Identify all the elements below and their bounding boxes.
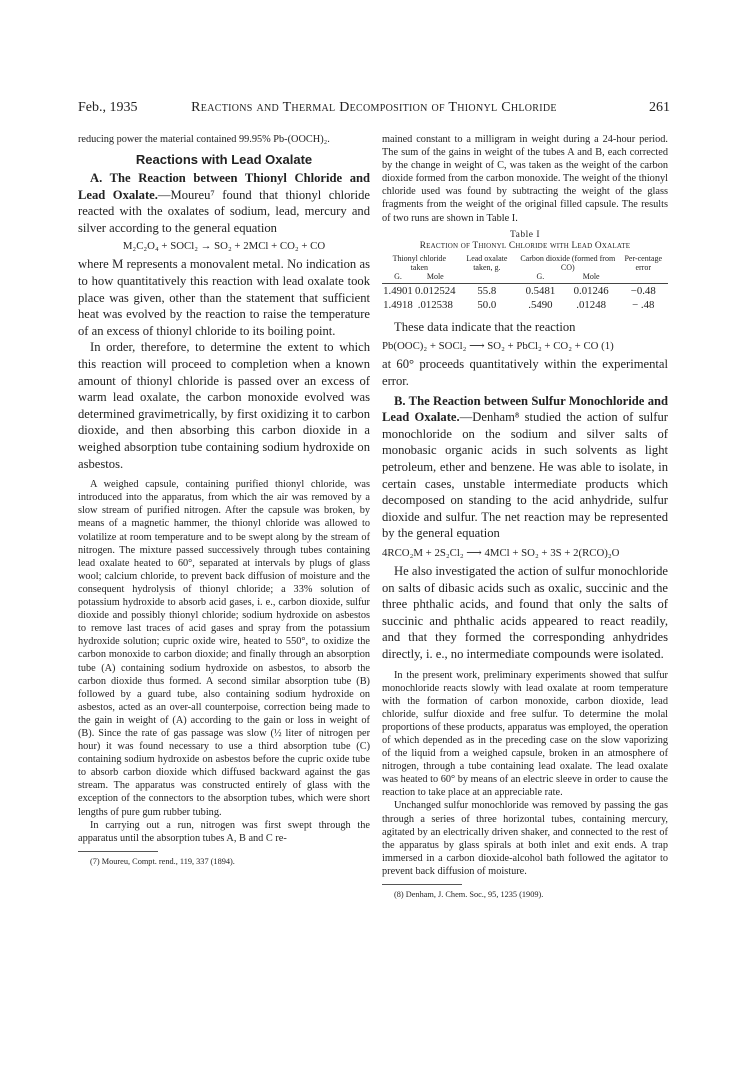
subsection-a-paragraph <box>78 170 370 236</box>
right-column <box>382 133 668 900</box>
table-cell: 0.5481 <box>525 284 556 297</box>
table-unit-cell: Mole <box>414 272 457 284</box>
table-header-row <box>382 254 668 272</box>
table-unit-cell: Mole <box>564 272 619 284</box>
equation-general-oxalate: M₂C₂O₄ + SOCl₂ → SO₂ + 2MCl + CO₂ + CO <box>122 240 326 253</box>
table-cell: 0.01246 <box>573 284 609 297</box>
subsection-b-title: B. The Reaction between Sulfur Monochloride and Lead Oxalate. <box>382 393 668 425</box>
table-units-row <box>382 272 668 284</box>
paragraph-method: In order, therefore, to determine the extent to which this reaction will proceed to completion when a known amount of thionyl chloride is passed over an excess of warm lead oxalate, the carbon monoxide evolved was determined gravimetrically, by first oxidizing it to carbon dioxide, and then absorbing this carbon dioxide in a weighed absorption tube containing sodium hydroxide on asbestos. <box>78 340 370 471</box>
table-row <box>382 283 668 298</box>
left-column <box>78 133 370 867</box>
footnote-rule <box>382 884 462 885</box>
paragraph-unchanged-monochloride: Unchanged sulfur monochloride was removed by passing the gas through a series of three horizontal tubes, containing mercury, agitated by an electrically driven shaker, and connected to the rest of the apparatus by glass spirals at both inlet and exit ends. A trap immersed in a carbon dioxide-alcohol bath followed the agitator to prevent back diffusion of moisture. <box>382 800 668 877</box>
paragraph-apparatus: A weighed capsule, containing purified thionyl chloride, was introduced into the apparatus, from which the air was removed by a slow stream of purified nitrogen. After the capsule was broken, by means of a magnetic hammer, the thionyl chloride was allowed to volatilize at room temperature and to be swept along by the stream of nitrogen. The mixture passed successively through tubes containing lead oxalate heated to 60°, separated at intervals by plugs of glass wool; calcium chloride, to prevent back diffusion of moisture and the consequent hydrolysis of thionyl chloride; a 33% solution of potassium hydroxide to absorb acid gases, i. e., carbon dioxide, sulfur dioxide and possibly thionyl chloride; sodium hydroxide on asbestos to remove last traces of acid gases and spray from the potassium hydroxide solution; cupric oxide wire, heated to 550°, to oxidize the carbon monoxide to carbon dioxide; and finally through an absorption tube (A) containing sodium hydroxide on asbestos, to absorb the carbon dioxide thus formed. A second similar absorption tube (B) followed by a guard tube, also containing sodium hydroxide on asbestos, acted as an over-all counterpoise, correction being made to the gain in weight of (A) according to the gain or loss in weight of (B). Since the rate of gas passage was slow (½ liter of nitrogen per hour) it was found necessary to use a third absorption tube (C) containing sodium hydroxide on asbestos before the cupric oxide tube to absorb carbon dioxide which diffused backward against the gas stream. The apparatus was constructed entirely of glass with the exception of the connectors to the absorption tubes, which were short lengths of pure gum rubber tubing. <box>78 479 370 818</box>
issue-date: Feb., 1935 <box>78 100 138 115</box>
table-header-cell: Carbon dioxide (formed from CO) <box>520 253 616 272</box>
subsection-a-title: A. The Reaction between Thionyl Chloride and Lead Oxalate. <box>78 171 370 202</box>
table-unit-cell <box>457 272 517 284</box>
running-header <box>78 100 670 120</box>
table-cell: − .48 <box>632 299 655 312</box>
table-cell: −0.48 <box>630 284 656 297</box>
table-cell: 0.012524 <box>415 284 456 297</box>
table-cell: 55.8 <box>477 284 497 297</box>
results-table <box>382 254 668 313</box>
table-unit-cell: G. <box>517 272 564 284</box>
paragraph-dibasic-acids: He also investigated the action of sulfur monochloride on salts of dibasic acids such as oxalic, succinic and the three phthalic acids, and found that only the salts of succinic and phthalic acids appeared to react readily, and that they formed the corresponding anhydrides directly, i. e., no intermediate compounds were isolated. <box>382 563 668 661</box>
subsection-b-paragraph <box>382 393 668 542</box>
subsection-a-text: —Moureu⁷ found that thionyl chloride reacted with the oxalates of sodium, lead, mercury and silver according to the general equation <box>78 187 370 235</box>
paragraph-run-continued: mained constant to a milligram in weight during a 24-hour period. The sum of the gains in weight of the tubes A and B, each corrected by the change in weight of C, was taken as the weight of the carbon dioxide formed from the carbon monoxide. The weight of the thionyl chloride used was found by subtracting the weight of the glass fragments from the weight of the original filled capsule. The results of two runs are shown in Table I. <box>382 134 668 224</box>
page-number: 261 <box>649 100 670 115</box>
table-caption: Table I <box>509 229 540 240</box>
footnote-rule <box>78 851 158 852</box>
paragraph-data-indicate: These data indicate that the reaction <box>394 319 576 334</box>
table-unit-cell <box>619 272 669 284</box>
table-header-cell: Thionyl chloride taken <box>392 253 447 272</box>
paragraph-run-start: In carrying out a run, nitrogen was first swept through the apparatus until the absorption tubes A, B and C re- <box>78 819 370 844</box>
equation-sulfur-monochloride: 4RCO₂M + 2S₂Cl₂ ⟶ 4MCl + SO₂ + 3S + 2(RCO)₂O <box>382 546 620 559</box>
table-cell: .5490 <box>528 299 553 312</box>
table-header-cell: Lead oxalate taken, g. <box>466 253 508 272</box>
table-cell: 1.4918 <box>383 299 413 312</box>
equation-lead-oxalate: Pb(OOC)₂ + SOCl₂ ⟶ SO₂ + PbCl₂ + CO₂ + CO (1) <box>382 340 614 353</box>
table-title: Reaction of Thionyl Chloride with Lead Oxalate <box>419 240 631 251</box>
running-title: Reactions and Thermal Decomposition of Thionyl Chloride <box>191 100 557 115</box>
table-cell: 50.0 <box>477 299 497 312</box>
table-cell: .01248 <box>576 299 606 312</box>
table-cell: 1.4901 <box>383 284 413 297</box>
paragraph-monovalent-metal: where M represents a monovalent metal. No indication as to how quantitatively this reaction with lead oxalate took place was given, other than the statement that sufficient heat was evolved by the reaction to raise the temperature of an excess of thionyl chloride to its boiling point. <box>78 257 370 338</box>
paragraph-quantitative: at 60° proceeds quantitatively within the experimental error. <box>382 357 668 389</box>
intro-fragment: reducing power the material contained 99.95% Pb-(OOCH)₂. <box>78 134 330 145</box>
footnote-moureu: (7) Moureu, Compt. rend., 119, 337 (1894). <box>90 856 235 866</box>
table-cell: .012538 <box>417 299 453 312</box>
table-unit-cell: G. <box>382 272 414 284</box>
table-header-cell: Per-centage error <box>624 253 663 272</box>
paragraph-present-work: In the present work, preliminary experiments showed that sulfur monochloride reacts slowly with lead oxalate at room temperature with the formation of carbon monoxide, carbon dioxide, lead chloride, sulfur dioxide and free sulfur. To determine the molal proportions of these products, apparatus was employed, the operation of which depended as in the preceding case on the slow vaporizing of the liquid from a weighed capsule, broken in an atmosphere of nitrogen, through a tube containing lead oxalate. The lead oxalate was heated to 60° by means of an electric sleeve in order to cause the reaction to take place at an appreciable rate. <box>382 669 668 799</box>
footnote-denham: (8) Denham, J. Chem. Soc., 95, 1235 (1909). <box>394 890 544 900</box>
section-heading: Reactions with Lead Oxalate <box>135 152 313 168</box>
subsection-b-text: —Denham⁸ studied the action of sulfur monochloride on the sodium and silver salts of monobasic organic acids in such solvents as light petroleum, ether and benzene. He was able to isolate, in certain cases, unstable intermediate products which decomposed on standing to the acid anhydride, sulfur dioxide and sulfur. The net reaction may be represented by the general equation <box>382 410 668 541</box>
table-row <box>382 298 668 313</box>
